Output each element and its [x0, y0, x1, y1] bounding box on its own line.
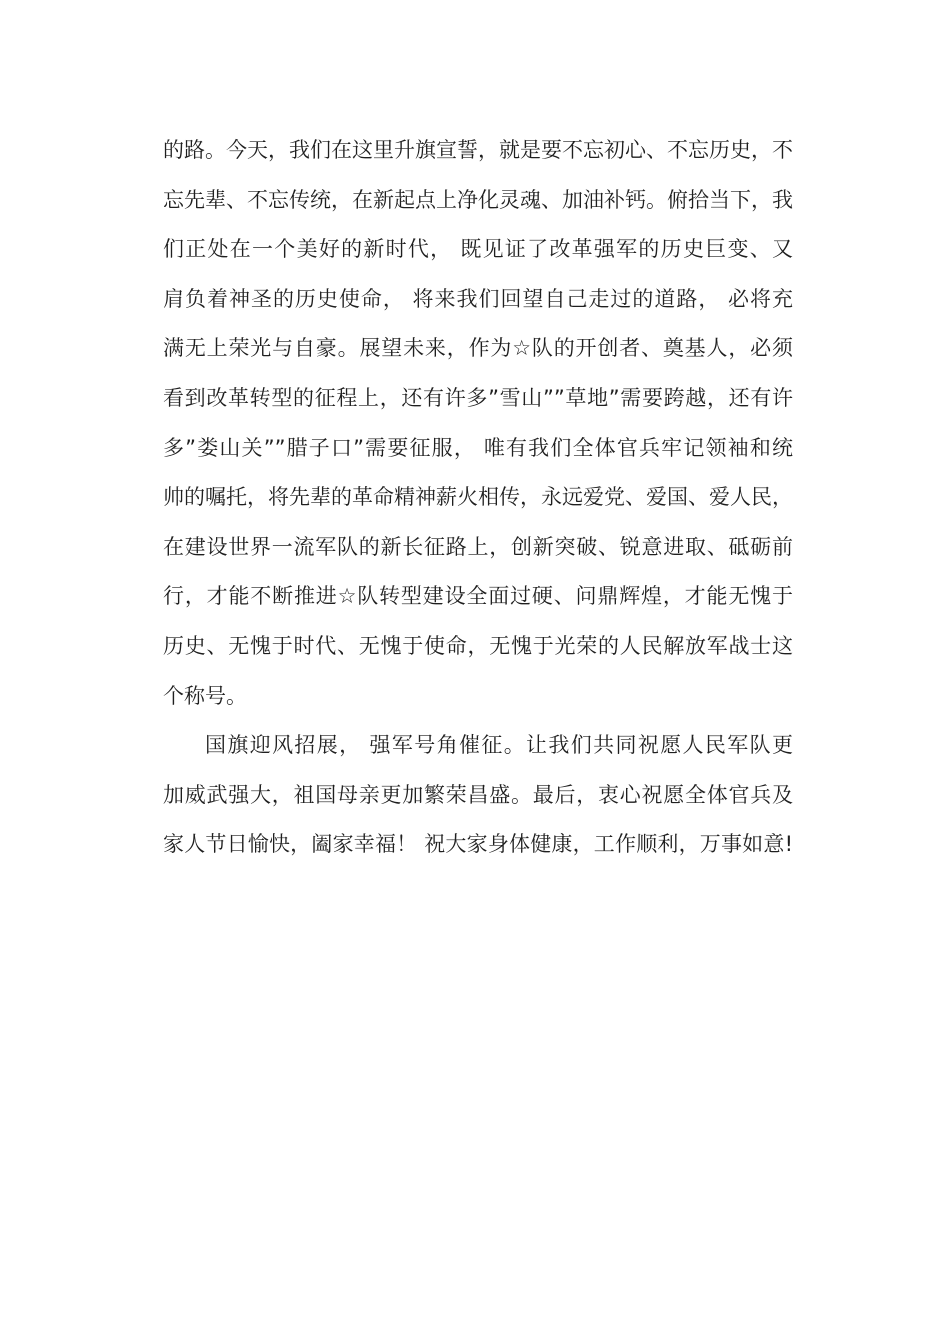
text-line: 帅的嘱托，将先辈的革命精神薪火相传，永远爱党、爱国、爱人民， [163, 485, 793, 510]
text-line: 满无上荣光与自豪。展望未来，作为☆队的开创者、奠基人，必须 [163, 336, 793, 361]
text-line: 在建设世界一流军队的新长征路上，创新突破、锐意进取、砥砺前 [163, 534, 793, 559]
document-body [163, 126, 793, 870]
text-line: 家人节日愉快，阖家幸福！ 祝大家身体健康，工作顺利，万事如意! [163, 832, 793, 857]
text-line: 多”娄山关””腊子口”需要征服， 唯有我们全体官兵牢记领袖和统 [163, 435, 793, 460]
text-line: 国旗迎风招展， 强军号角催征。让我们共同祝愿人民军队更 [205, 733, 793, 758]
paragraph-2 [163, 721, 793, 870]
text-line: 行，才能不断推进☆队转型建设全面过硬、问鼎辉煌，才能无愧于 [163, 584, 793, 609]
text-line: 的路。今天，我们在这里升旗宣誓，就是要不忘初心、不忘历史，不 [163, 138, 793, 162]
text-line: 们正处在一个美好的新时代， 既见证了改革强军的历史巨变、又 [163, 237, 793, 262]
text-line: 加威武强大，祖国母亲更加繁荣昌盛。最后，衷心祝愿全体官兵及 [163, 782, 793, 807]
text-line: 忘先辈、不忘传统，在新起点上净化灵魂、加油补钙。俯拾当下，我 [163, 187, 793, 212]
text-line: 看到改革转型的征程上，还有许多”雪山””草地”需要跨越，还有许 [163, 385, 793, 410]
text-line: 个称号。 [163, 683, 247, 708]
text-line: 肩负着神圣的历史使命， 将来我们回望自己走过的道路， 必将充 [163, 286, 793, 311]
paragraph-1 [163, 126, 793, 721]
text-line: 历史、无愧于时代、无愧于使命，无愧于光荣的人民解放军战士这 [163, 633, 793, 658]
